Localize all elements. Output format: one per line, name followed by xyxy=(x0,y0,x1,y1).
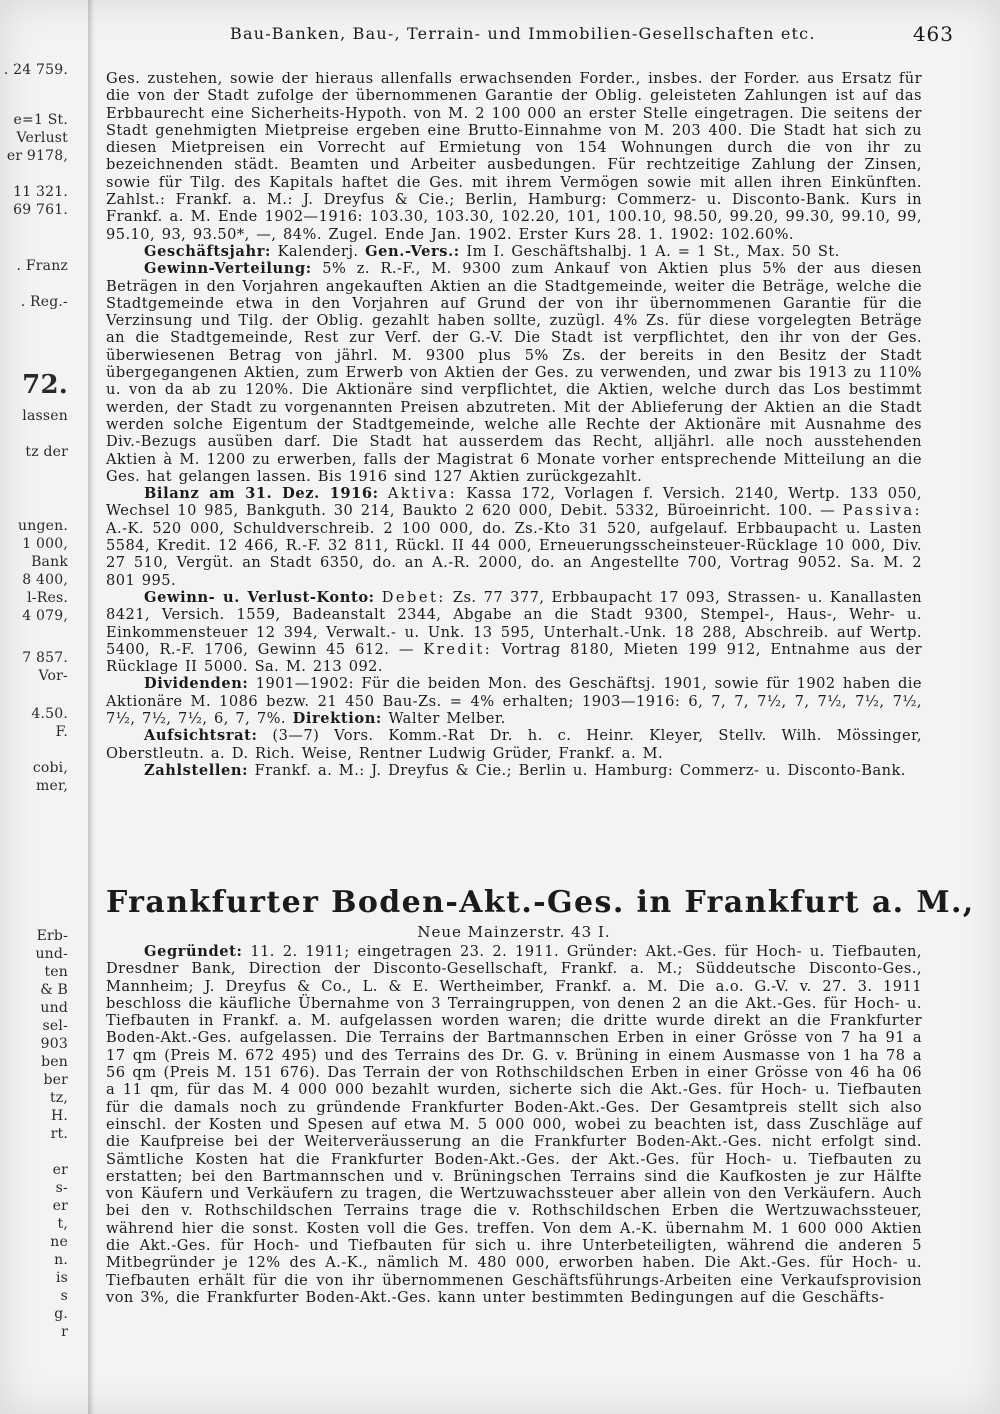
page-number: 463 xyxy=(912,22,954,46)
assets-text: Kassa 172, Vorlagen f. Versich. 2140, Wertp. 133 050, Wechsel 10 985, Bankguth. 30 214, Baukto 2 620 000, Debit. 5332, Büroeinricht. 100. — xyxy=(106,485,923,520)
margin-fragment: und xyxy=(40,1000,68,1016)
margin-fragment: e=1 St. xyxy=(13,112,68,128)
margin-fragment: Vor- xyxy=(38,668,68,684)
profit-loss-paragraph xyxy=(106,589,922,675)
margin-fragment: r xyxy=(61,1324,68,1340)
margin-fragment: er 9178, xyxy=(6,148,68,164)
paying-agents-text: Frankf. a. M.: J. Dreyfus & Cie.; Berlin u. Hamburg: Commerz- u. Disconto-Bank. xyxy=(254,761,906,779)
margin-fragment: sel- xyxy=(42,1018,68,1034)
margin-fragment: ten xyxy=(44,964,68,980)
margin-fragment: cobi, xyxy=(32,760,68,776)
founded-paragraph xyxy=(106,943,922,1306)
general-meeting-text: Im I. Geschäftshalbj. 1 A. = 1 St., Max. 50 St. xyxy=(466,242,840,260)
margin-fragment: l-Res. xyxy=(27,590,68,606)
margin-fragment: tz, xyxy=(49,1090,68,1106)
margin-fragment: Bank xyxy=(31,554,68,570)
profit-distribution-label: Gewinn-Verteilung: xyxy=(144,260,312,278)
founded-label: Gegründet: xyxy=(144,943,243,960)
margin-fragment: 72. xyxy=(22,370,68,400)
margin-fragment: Verlust xyxy=(16,130,68,146)
credit-text: Vortrag 8180, Mieten 199 912, Entnahme aus der Rücklage II 5000. Sa. M. 213 092. xyxy=(106,640,922,676)
margin-fragment: H. xyxy=(50,1108,68,1124)
margin-fragment: 7 857. xyxy=(22,650,68,666)
margin-fragment: . Franz xyxy=(16,258,68,274)
margin-fragment: 903 xyxy=(40,1036,68,1052)
running-head: Bau-Banken, Bau-, Terrain- und Immobilien-Gesellschaften etc. xyxy=(230,24,816,43)
liabilities-text: A.-K. 520 000, Schuldverschreib. 2 100 000, do. Zs.-Kto 31 520, aufgelauf. Erbbaupacht u. Lasten 5584, Kredit. 12 466, R.-F. 32 811, Rückl. II 44 000, Erneuerungsscheinsteuer-Rücklage 10 000, Div. 27 510, Vergüt. an Stadt 6350, do. an A.-R. 2000, do. an Angestellte 700, Vortrag 9052. Sa. M. 2 801 995. xyxy=(106,519,922,589)
margin-fragment: lassen xyxy=(22,408,68,424)
fiscal-year-label: Geschäftsjahr: xyxy=(144,242,271,260)
margin-fragment: ber xyxy=(43,1072,68,1088)
margin-fragment: g. xyxy=(54,1306,68,1322)
debit-label: Debet: xyxy=(381,588,446,606)
margin-fragment: mer, xyxy=(36,778,68,794)
margin-fragment: . 24 759. xyxy=(3,62,68,78)
paying-agents-label: Zahlstellen: xyxy=(144,761,249,779)
previous-page-margin xyxy=(0,40,82,1400)
margin-fragment: rt. xyxy=(50,1126,68,1142)
margin-fragment: & B xyxy=(40,982,68,998)
margin-fragment: 69 761. xyxy=(13,202,68,218)
margin-fragment: 4 079, xyxy=(22,608,68,624)
margin-fragment: s- xyxy=(55,1180,68,1196)
page-header xyxy=(100,22,960,48)
margin-fragment: ne xyxy=(50,1234,68,1250)
debit-text: Zs. 77 377, Erbbaupacht 17 093, Strassen- u. Kanallasten 8421, Versich. 1559, Badeanstalt 2344, Abgabe an die Stadt 9300, Stempel-, Haus-, Wehr- u. Einkommensteuer 12 394, Verwalt.- u. Unk. 13 595, Unterhalt.-Unk. 18 288, Abschreib. auf Wertp. 5400, R.-F. 1706, Gewinn 45 612. — xyxy=(106,588,922,658)
paying-agents-paragraph xyxy=(106,762,922,779)
dividends-label: Dividenden: xyxy=(144,675,249,693)
supervisory-board-paragraph xyxy=(106,727,922,762)
margin-fragment: s xyxy=(60,1288,68,1304)
balance-sheet-label: Bilanz am 31. Dez. 1916: xyxy=(144,485,379,503)
margin-fragment: t, xyxy=(57,1216,68,1232)
profit-distribution-paragraph xyxy=(106,260,922,485)
margin-fragment: ben xyxy=(41,1054,68,1070)
margin-fragment: er xyxy=(52,1198,68,1214)
dividends-text: 1901—1902: Für die beiden Mon. des Geschäftsj. 1901, sowie für 1902 haben die Aktionäre M. 1086 bezw. 21 450 Bau-Zs. = 4% erhalten; 1903—1916: 6, 7, 7, 7½, 7, 7½, 7½, 7½, 7½, 7½, 7½, 6, 7, 7%. xyxy=(106,675,922,727)
margin-fragment: 1 000, xyxy=(22,536,68,552)
margin-fragment: n. xyxy=(54,1252,68,1268)
margin-fragment: er xyxy=(52,1162,68,1178)
liabilities-label: Passiva: xyxy=(842,502,923,520)
margin-fragment: 11 321. xyxy=(13,184,68,200)
margin-fragment: Erb- xyxy=(36,928,68,944)
profit-distribution-text: 5% z. R.-F., M. 9300 zum Ankauf von Aktien plus 5% der aus diesen Beträgen in den Vorjahren angekauften Aktien an die Stadtgemeinde, weiter die Beträge, welche die Stadtgemeinde etwa in den Vorjahren auf Grund der von ihr übernommenen Garantie für die Verzinsung und Tilg. der Oblig. gezahlt haben sollte, zuzügl. 4% Zs. für diese vorgelegten Beträge an die Stadtgemeinde, Rest zur Verf. der G.-V. Die Stadt ist verpflichtet, den ihr von der Ges. überwiesenen Betrag von jährl. M. 9300 plus 5% Zs. der bereits in den Besitz der Stadt übergegangenen Aktien, zum Erwerb von Aktien der Ges. zu verwenden, und zwar bis 1913 zu 110% u. von da ab zu 120%. Die Aktionäre sind verpflichtet, die Aktien, welche durch das Los bestimmt werden, der Stadt zu vorgenannten Preisen abzutreten. Mit der Ablieferung der Aktien an die Stadt werden solche Eigentum der Stadtgemeinde, welche alle Rechte der Aktionäre mit Ausnahme des Div.-Bezugs ausüben darf. Die Stadt hat ausserdem das Recht, alljährl. alle noch ausstehenden Aktien à M. 1200 zu erwerben, falls der Magistrat 6 Monate vorher entsprechende Mitteilung an die Ges. hat gelangen lassen. Bis 1916 sind 127 Aktien zurückgezahlt. xyxy=(106,260,922,485)
fiscal-year-text: Kalenderj. xyxy=(277,242,359,260)
margin-fragment: . Reg.- xyxy=(20,294,68,310)
margin-fragment: 4.50. xyxy=(31,706,68,722)
supervisory-board-label: Aufsichtsrat: xyxy=(144,727,258,745)
balance-sheet-paragraph xyxy=(106,485,922,589)
margin-fragment: tz der xyxy=(25,444,68,460)
article-1-body xyxy=(106,70,922,779)
management-label: Direktion: xyxy=(292,709,382,727)
management-text: Walter Melber. xyxy=(388,709,506,727)
founded-text: 11. 2. 1911; eingetragen 23. 2. 1911. Gründer: Akt.-Ges. für Hoch- u. Tiefbauten, Dresdner Bank, Direction der Disconto-Gesellschaft, Frankf. a. M.; Süddeutsche Disconto-Ges., Mannheim; J. Dreyfus & Co., L. & E. Wertheimber, Frankf. a. M. Die a.o. G.-V. v. 27. 3. 1911 beschloss die käufliche Übernahme von 3 Terraingruppen, von denen 2 an die Akt.-Ges. für Hoch- u. Tiefbauten in Frankf. a. M. aufgelassen worden waren; die dritte wurde direkt an die Frankfurter Boden-Akt.-Ges. aufgelassen. Die Terrains der Bartmannschen Erben in einer Grösse von 7 ha 91 a 17 qm (Preis M. 672 495) und des Terrains des Dr. G. v. Brüning in einem Ausmasse von 1 ha 78 a 56 qm (Preis M. 151 676). Das Terrain der von Rothschildschen Erben in einer Grösse von 46 ha 06 a 11 qm, für das M. 4 000 000 bezahlt wurden, sicherte sich die Akt.-Ges. für Hoch- u. Tiefbauten für die damals noch zu gründende Frankfurter Boden-Akt.-Ges. Der Gesamtpreis stellt sich also einschl. der Kosten und Spesen auf etwa M. 5 000 000, wobei zu beachten ist, dass Zuschläge auf die Kaufpreise bei der Weiterveräusserung an die Frankfurter Boden-Akt.-Ges. nicht erfolgt sind. Sämtliche Kosten hat die Frankfurter Boden-Akt.-Ges. der Akt.-Ges. für Hoch- u. Tiefbauten zu erstatten; bei den Bartmannschen und v. Brüningschen Terrains sind die Kaufkosten je zur Hälfte von Käufern und Verkäufern zu tragen, die Wertzuwachssteuer aber allein von den Verkäufern. Auch bei den v. Rothschildschen Terrains trage die v. Rothschildschen Erben die Wertzuwachssteuer, während hier die sonst. Kosten voll die Ges. treffen. Von dem A.-K. übernahm M. 1 600 000 Aktien die Akt.-Ges. für Hoch- und Tiefbauten für sich u. ihre Unterbeteiligten, während die anderen 5 Mitbegründer je 12% des A.-K., nämlich M. 480 000, erworben haben. Die Akt.-Ges. für Hoch- u. Tiefbauten erhält für die von ihr übernommenen Geschäftsführungs-Arbeiten eine Verkaufsprovision von 3%, die Frankfurter Boden-Akt.-Ges. kann unter bestimmten Bedingungen auf die Geschäfts- xyxy=(106,943,922,1306)
margin-fragment: ungen. xyxy=(18,518,68,534)
margin-fragment: F. xyxy=(55,724,68,740)
margin-fragment: 8 400, xyxy=(22,572,68,588)
dividends-paragraph xyxy=(106,675,922,727)
article-2-body xyxy=(106,943,922,1306)
credit-label: Kredit: xyxy=(423,640,493,658)
profit-loss-label: Gewinn- u. Verlust-Konto: xyxy=(144,588,375,606)
fiscal-year-paragraph xyxy=(106,243,922,260)
article-1-paragraph: Ges. zustehen, sowie der hieraus allenfalls erwachsenden Forder., insbes. der Forder. aus Ersatz für die von der Stadt zufolge der übernommenen Garantie der Oblig. geleisteten Zahlungen ist auf das Erbbaurecht eine Sicherheits-Hypoth. von M. 2 100 000 an erster Stelle eingetragen. Die seitens der Stadt genehmigten Mietpreise ergeben eine Brutto-Einnahme von M. 203 400. Die Stadt hat sich zu diesen Mietpreisen ein Vorrecht auf Ermietung von 154 Wohnungen durch die von ihr zu bezeichnenden städt. Beamten und Arbeiter ausbedungen. Für rechtzeitige Zahlung der Zinsen, sowie für Tilg. des Kapitals haftet die Ges. mit ihrem Vermögen sowie mit allen ihren Einkünften. Zahlst.: Frankf. a. M.: J. Dreyfus & Cie.; Berlin, Hamburg: Commerz- u. Disconto-Bank. Kurs in Frankf. a. M. Ende 1902—1916: 103.30, 103.30, 102.20, 101, 100.10, 98.50, 99.20, 99.30, 99.10, 99, 95.10, 93, 93.50*, —, 84%. Zugel. Ende Jan. 1902. Erster Kurs 28. 1. 1902: 102.60%. xyxy=(106,70,922,243)
company-title: Frankfurter Boden-Akt.-Ges. in Frankfurt a. M., xyxy=(106,885,975,920)
assets-label: Aktiva: xyxy=(387,485,458,503)
supervisory-board-text: (3—7) Vors. Komm.-Rat Dr. h. c. Heinr. Kleyer, Stellv. Wilh. Mössinger, Oberstleutn. a. D. Rich. Weise, Rentner Ludwig Grüder, Frankf. a. M. xyxy=(106,727,922,762)
margin-fragment: und- xyxy=(35,946,68,962)
general-meeting-label: Gen.-Vers.: xyxy=(365,242,460,260)
margin-fragment: is xyxy=(55,1270,68,1286)
page-fold-shadow xyxy=(88,0,94,1414)
company-address: Neue Mainzerstr. 43 I. xyxy=(417,923,611,941)
